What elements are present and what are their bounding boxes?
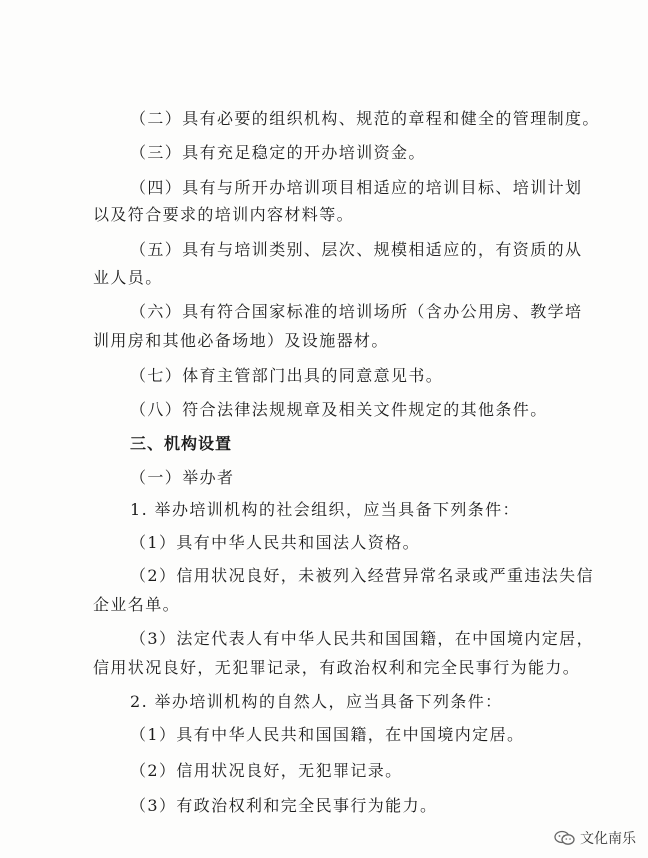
text-line-2: （三）具有充足稳定的开办培训资金。 — [130, 143, 426, 162]
watermark-text: 文化南乐 — [580, 831, 636, 847]
text-line-21: （2）信用状况良好，无犯罪记录。 — [130, 761, 403, 780]
text-line-19: 2. 举办培训机构的自然人，应当具备下列条件： — [130, 692, 503, 711]
text-line-6: 业人员。 — [93, 268, 163, 287]
text-line-5: （五）具有与培训类别、层次、规模相适应的，有资质的从 — [130, 240, 583, 259]
section-heading: 三、机构设置 — [130, 434, 233, 453]
text-line-7: （六）具有符合国家标准的培训场所（含办公用房、教学培 — [130, 302, 583, 321]
text-line-8: 训用房和其他必备场地）及设施器材。 — [93, 331, 389, 350]
text-line-9: （七）体育主管部门出具的同意意见书。 — [130, 366, 444, 385]
text-line-13: 1. 举办培训机构的社会组织，应当具备下列条件： — [130, 500, 520, 519]
wechat-icon — [554, 830, 576, 846]
text-line-22: （3）有政治权利和完全民事行为能力。 — [130, 796, 438, 815]
text-line-16: 企业名单。 — [93, 595, 181, 614]
text-line-20: （1）具有中华人民共和国国籍，在中国境内定居。 — [130, 725, 525, 744]
text-line-18: 信用状况良好，无犯罪记录，有政治权利和完全民事行为能力。 — [93, 658, 581, 677]
text-line-3: （四）具有与所开办培训项目相适应的培训目标、培训计划 — [130, 178, 583, 197]
text-line-1: （二）具有必要的组织机构、规范的章程和健全的管理制度。 — [130, 109, 600, 128]
text-line-14: （1）具有中华人民共和国法人资格。 — [130, 533, 420, 552]
text-line-10: （八）符合法律法规规章及相关文件规定的其他条件。 — [130, 400, 548, 419]
text-line-15: （2）信用状况良好，未被列入经营异常名录或严重违法失信 — [130, 566, 594, 585]
text-line-4: 以及符合要求的培训内容材料等。 — [93, 205, 355, 224]
text-line-17: （3）法定代表人有中华人民共和国国籍，在中国境内定居， — [130, 629, 594, 648]
watermark — [554, 828, 636, 848]
subsection-heading: （一）举办者 — [130, 468, 235, 487]
